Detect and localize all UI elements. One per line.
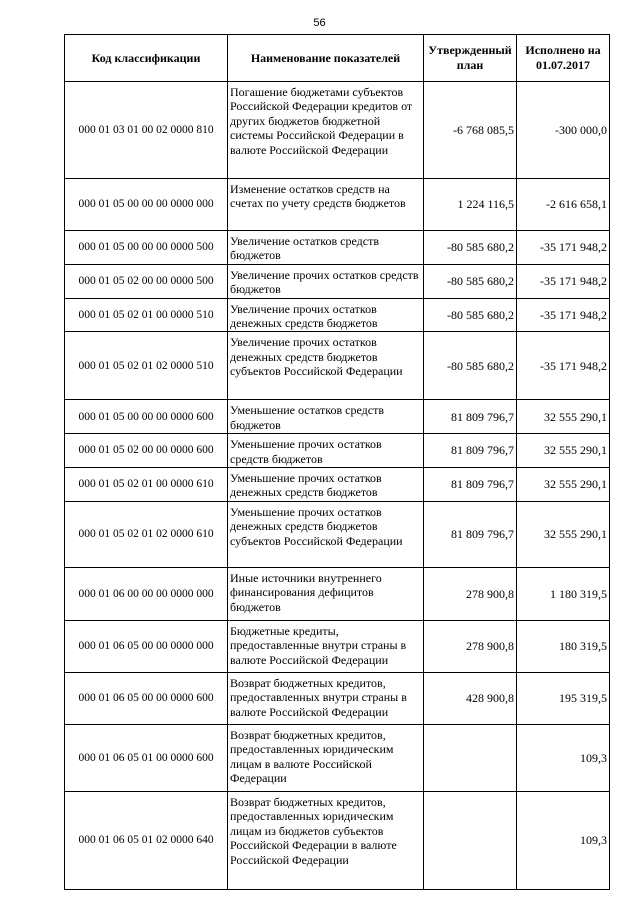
cell-name: Увеличение прочих остатков денежных средств бюджетов субъектов Российской Федерации xyxy=(228,332,424,400)
cell-done: -300 000,0 xyxy=(517,82,610,179)
cell-code: 000 01 06 00 00 00 0000 000 xyxy=(65,567,228,620)
cell-name: Увеличение прочих остатков средств бюджетов xyxy=(228,264,424,298)
cell-name: Погашение бюджетами субъектов Российской Федерации кредитов от других бюджетов бюджетной системы Российской Федерации в валюте Российской Федерации xyxy=(228,82,424,179)
header-name: Наименование показателей xyxy=(228,35,424,82)
table-row xyxy=(65,298,610,332)
table-row xyxy=(65,468,610,502)
cell-code: 000 01 06 05 00 00 0000 600 xyxy=(65,672,228,724)
cell-code: 000 01 05 02 00 00 0000 500 xyxy=(65,264,228,298)
page-number: 56 xyxy=(313,17,326,29)
cell-name: Возврат бюджетных кредитов, предоставленных юридическим лицам из бюджетов субъектов Российской Федерации в валюте Российской Федерации xyxy=(228,791,424,889)
cell-code: 000 01 06 05 00 00 0000 000 xyxy=(65,620,228,672)
cell-done: -2 616 658,1 xyxy=(517,179,610,231)
cell-plan: 428 900,8 xyxy=(424,672,517,724)
cell-done: 195 319,5 xyxy=(517,672,610,724)
cell-name: Возврат бюджетных кредитов, предоставленных внутри страны в валюте Российской Федерации xyxy=(228,672,424,724)
cell-name: Увеличение прочих остатков денежных средств бюджетов xyxy=(228,298,424,332)
cell-name: Иные источники внутреннего финансирования дефицитов бюджетов xyxy=(228,567,424,620)
cell-name: Уменьшение остатков средств бюджетов xyxy=(228,400,424,434)
cell-done: 109,3 xyxy=(517,791,610,889)
table-row xyxy=(65,231,610,265)
cell-plan: -80 585 680,2 xyxy=(424,231,517,265)
cell-plan: 81 809 796,7 xyxy=(424,400,517,434)
cell-code: 000 01 06 05 01 02 0000 640 xyxy=(65,791,228,889)
table-row xyxy=(65,179,610,231)
cell-done: 32 555 290,1 xyxy=(517,400,610,434)
cell-plan: -80 585 680,2 xyxy=(424,298,517,332)
table-row xyxy=(65,672,610,724)
cell-code: 000 01 05 02 01 00 0000 610 xyxy=(65,468,228,502)
cell-done: 32 555 290,1 xyxy=(517,501,610,567)
cell-name: Уменьшение прочих остатков денежных средств бюджетов xyxy=(228,468,424,502)
cell-name: Уменьшение прочих остатков средств бюджетов xyxy=(228,434,424,468)
cell-plan xyxy=(424,791,517,889)
cell-plan xyxy=(424,724,517,791)
cell-done: 1 180 319,5 xyxy=(517,567,610,620)
cell-code: 000 01 05 02 01 02 0000 510 xyxy=(65,332,228,400)
cell-done: 180 319,5 xyxy=(517,620,610,672)
cell-name: Бюджетные кредиты, предоставленные внутри страны в валюте Российской Федерации xyxy=(228,620,424,672)
cell-code: 000 01 05 02 01 02 0000 610 xyxy=(65,501,228,567)
cell-plan: -6 768 085,5 xyxy=(424,82,517,179)
cell-code: 000 01 06 05 01 00 0000 600 xyxy=(65,724,228,791)
header-done: Исполнено на 01.07.2017 xyxy=(517,35,610,82)
cell-code: 000 01 05 00 00 00 0000 000 xyxy=(65,179,228,231)
cell-done: 32 555 290,1 xyxy=(517,434,610,468)
cell-done: -35 171 948,2 xyxy=(517,298,610,332)
cell-code: 000 01 05 00 00 00 0000 500 xyxy=(65,231,228,265)
table-row xyxy=(65,332,610,400)
header-code: Код классификации xyxy=(65,35,228,82)
table-row xyxy=(65,82,610,179)
header-plan: Утвержденный план xyxy=(424,35,517,82)
table-row xyxy=(65,400,610,434)
cell-plan: 1 224 116,5 xyxy=(424,179,517,231)
cell-code: 000 01 05 02 00 00 0000 600 xyxy=(65,434,228,468)
table-row xyxy=(65,434,610,468)
cell-done: 109,3 xyxy=(517,724,610,791)
table-row xyxy=(65,264,610,298)
cell-done: 32 555 290,1 xyxy=(517,468,610,502)
table-row xyxy=(65,791,610,889)
table-row xyxy=(65,501,610,567)
cell-plan: 81 809 796,7 xyxy=(424,434,517,468)
table-row xyxy=(65,724,610,791)
table-row xyxy=(65,620,610,672)
cell-plan: 81 809 796,7 xyxy=(424,468,517,502)
cell-code: 000 01 05 02 01 00 0000 510 xyxy=(65,298,228,332)
cell-done: -35 171 948,2 xyxy=(517,332,610,400)
cell-plan: 278 900,8 xyxy=(424,567,517,620)
cell-name: Возврат бюджетных кредитов, предоставленных юридическим лицам в валюте Российской Федерации xyxy=(228,724,424,791)
cell-done: -35 171 948,2 xyxy=(517,264,610,298)
cell-name: Увеличение остатков средств бюджетов xyxy=(228,231,424,265)
cell-name: Уменьшение прочих остатков денежных средств бюджетов субъектов Российской Федерации xyxy=(228,501,424,567)
cell-name: Изменение остатков средств на счетах по учету средств бюджетов xyxy=(228,179,424,231)
cell-plan: -80 585 680,2 xyxy=(424,332,517,400)
cell-code: 000 01 03 01 00 02 0000 810 xyxy=(65,82,228,179)
cell-plan: 278 900,8 xyxy=(424,620,517,672)
cell-done: -35 171 948,2 xyxy=(517,231,610,265)
cell-plan: 81 809 796,7 xyxy=(424,501,517,567)
cell-plan: -80 585 680,2 xyxy=(424,264,517,298)
cell-code: 000 01 05 00 00 00 0000 600 xyxy=(65,400,228,434)
table-row xyxy=(65,567,610,620)
table-header-row xyxy=(65,35,610,82)
sources-table xyxy=(64,34,610,890)
